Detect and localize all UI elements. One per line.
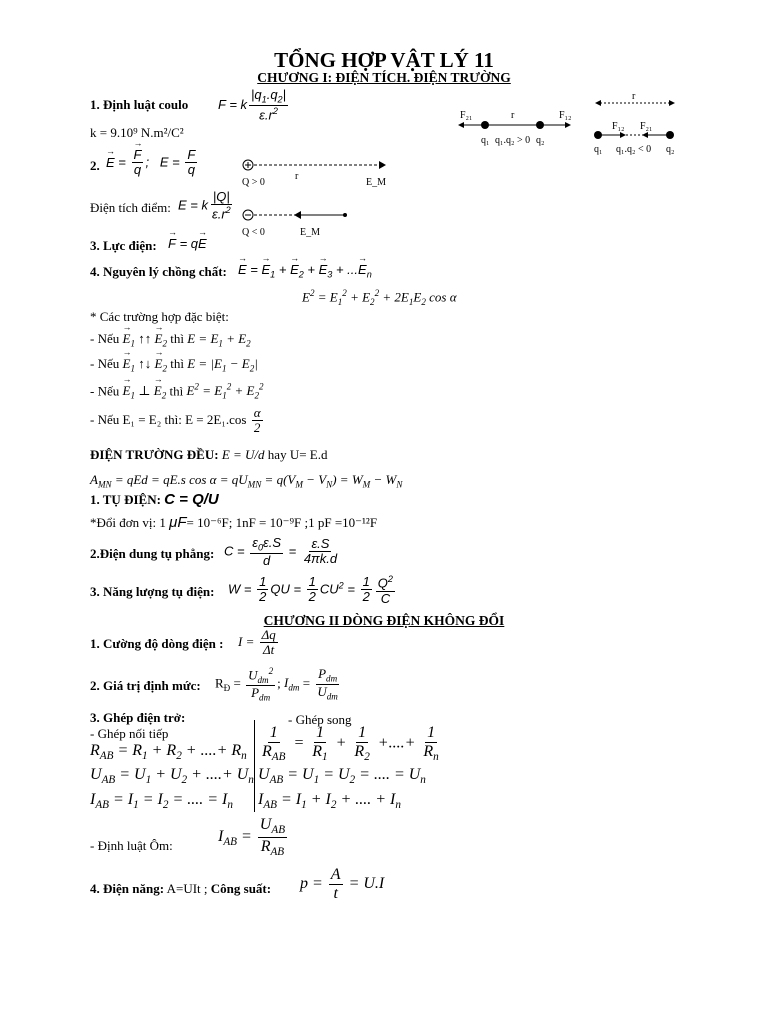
capacitor-label: 1. TỤ ĐIỆN: C = Q/U [90, 491, 219, 508]
r-label-2: r [632, 91, 636, 102]
field-formula: → E = → $\frac{F}{q}$ ; E = $\frac{F}{q}$ [106, 148, 199, 178]
chapter-1-heading: CHƯƠNG I: ĐIỆN TÍCH. ĐIỆN TRƯỜNG [257, 70, 511, 85]
force-label: 3. Lực điện: [90, 238, 157, 253]
force-formula: → F = q→ E [168, 236, 207, 251]
parallel-label: - Ghép song [288, 712, 352, 727]
ohm-formula: $I_{AB}$ = $\frac{U_{AB}}{R_{AB}}$ [218, 816, 286, 858]
r-label: r [511, 110, 515, 121]
plate-cap-formula: C = $\frac{\varepsilon_0\varepsilon.S}{d}$ = $\frac{\varepsilon.S}{4\pi k.d}$ [224, 535, 338, 568]
work-formula: $A_{MN}$ = qEd = qE.s $\cos \alpha = qU_{MN} = q(V_M - V_N) = W_M - W_N$ [90, 472, 403, 490]
f21-label-2: F₂₁ [640, 121, 653, 132]
column-divider [254, 720, 255, 812]
case-4: - Nếu E₁ = E₂ thì: E = 2E₁.cos $\frac{\alpha}{2}$ [90, 405, 261, 436]
parallel-current: $I_{AB} = I_1 + I_2$ + .... + $I_n$ [258, 791, 401, 812]
superposition-label: 4. Nguyên lý chồng chất: [90, 264, 227, 279]
q1-label-2: q₁ [594, 144, 603, 155]
rated-label: 2. Giá trị định mức: [90, 678, 201, 693]
f21-label: F₂₁ [460, 110, 473, 121]
em-label-2: E_M [300, 227, 320, 238]
power-line: 4. Điện năng: A=UIt ; Công suất: [90, 881, 272, 896]
field-label: 2. [90, 158, 100, 173]
k-constant: k = 9.10⁹ N.m²/C² [90, 125, 184, 140]
cond-pos-label: q₁.q₂ > 0 [495, 135, 531, 146]
cap-energy-formula: W = $\frac{1}{2}$ QU = $\frac{1}{2}$ $CU^2$ = $\frac{1}{2}$ $\frac{Q^2}{C}$ [228, 574, 393, 606]
page-title: TỔNG HỢP VẬT LÝ 11 [274, 48, 494, 72]
repulsion-diagram [455, 105, 585, 150]
f12-label-2: F₁₂ [612, 121, 625, 132]
chapter-2-heading: CHƯƠNG II DÒNG ĐIỆN KHÔNG ĐỔI [263, 613, 505, 628]
q2-label: q₂ [536, 135, 545, 146]
cap-energy-label: 3. Năng lượng tụ điện: [90, 584, 215, 599]
resist-label: 3. Ghép điện trở: [90, 710, 186, 725]
uniform-field-label: ĐIỆN TRƯỜNG ĐỀU: E = U/d hay U= E.d [90, 447, 328, 462]
attraction-diagram [590, 91, 690, 155]
case-3: - Nếu → $E_1$ ⊥ → $E_2$ thì $E^2 = E_1^2 + E_2^2$ [90, 382, 264, 401]
series-resistance: $R_{AB} = R_1 + R_2$ + ....+ $R_n$ [90, 742, 247, 763]
coulomb-label: 1. Định luật coulo [90, 97, 189, 112]
q-pos-label: Q > 0 [242, 177, 265, 188]
parallel-resistance: $\frac{1}{R_{AB}}$ = $\frac{1}{R_1}$ + $\frac{1}{R_2}$ +....+ $\frac{1}{R_n}$ [262, 724, 439, 763]
r-label-3: r [295, 171, 299, 182]
q-neg-label: Q < 0 [242, 227, 265, 238]
rated-formula: $R_Đ$ = $\frac{U_{dm}^2}{P_{dm}}$ ; $I_{dm}$ = $\frac{P_{dm}}{U_{dm}}$ [215, 666, 338, 703]
plate-cap-label: 2.Điện dung tụ phẳng: [90, 546, 215, 561]
q1-label: q₁ [481, 135, 490, 146]
case-2: - Nếu → $E_1$ ↑↓ → $E_2$ thì $E = |E_1 - E_2|$ [90, 356, 258, 374]
series-voltage: $U_{AB} = U_1 + U_2$ + ....+ $U_n$ [90, 766, 254, 787]
cond-neg-label: q₁.q₂ < 0 [616, 144, 652, 155]
series-current: $I_{AB} = I_1 = I_2$ = .... = $I_n$ [90, 791, 233, 812]
coulomb-formula: F = k $\frac{|q_1.q_2|}{\varepsilon.r^2}$ [218, 87, 286, 122]
unit-conversion: *Đổi đơn vị: 1 μF= 10⁻⁶F; 1nF = 10⁻⁹F ;1 pF =10⁻¹²F [90, 514, 378, 531]
ohm-label: - Định luật Ôm: [90, 838, 173, 853]
negative-charge-diagram [240, 205, 360, 245]
power-formula: p = $\frac{A}{t}$ = U.I [300, 866, 385, 902]
case-1: - Nếu → $E_1$ ↑↑ → $E_2$ thì $E = E_1 + E_2$ [90, 331, 251, 349]
point-charge-label: Điện tích điểm: [90, 200, 171, 215]
series-label: - Ghép nối tiếp [90, 726, 169, 741]
f12-label: F₁₂ [559, 110, 572, 121]
special-cases-heading: * Các trường hợp đặc biệt: [90, 309, 229, 324]
q2-label-2: q₂ [666, 144, 675, 155]
current-label: 1. Cường độ dòng điện : [90, 636, 224, 651]
superposition-formula: → E = → $E_1$ + → $E_2$ + → $E_3$ + ...→ $E_n$ [238, 262, 372, 280]
current-formula: I = $\frac{\Delta q}{\Delta t}$ [238, 627, 276, 658]
parallel-voltage: $U_{AB} = U_1 = U_2$ = .... = $U_n$ [258, 766, 426, 787]
point-charge-formula: E = k $\frac{|Q|}{\varepsilon.r^2}$ [178, 189, 231, 222]
positive-charge-diagram [240, 155, 400, 195]
em-label: E_M [366, 177, 386, 188]
magnitude-formula: $E^2 = E_1^2 + E_2^2 + 2E_1E_2$ cos α [302, 288, 457, 307]
